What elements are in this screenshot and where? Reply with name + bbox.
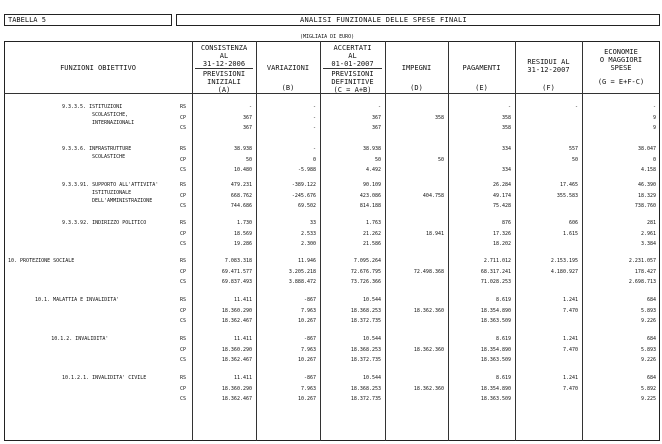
cell-value: 71.028.253: [480, 279, 511, 285]
row-code: CS: [180, 318, 187, 324]
cell-value: 606: [568, 220, 578, 226]
cell-value: 46.390: [637, 182, 656, 188]
cell-value: 404.758: [422, 192, 444, 199]
cell-value: 2.300: [300, 241, 316, 247]
cell-value: 5.893: [640, 307, 656, 314]
cell-value: 2.533: [300, 230, 316, 237]
header-sep: [195, 68, 253, 69]
cell-value: 8.619: [495, 297, 511, 303]
row-code: CP: [180, 307, 187, 314]
function-label: DELL'AMMINISTRAZIONE: [92, 198, 153, 204]
header-economie: ECONOMIE O MAGGIORI SPESE (G = E+F-C): [597, 48, 645, 86]
cell-value: -: [312, 114, 316, 121]
cell-value: 10.267: [297, 396, 316, 402]
cell-value: 2.698.713: [628, 279, 656, 285]
cell-value: 334: [501, 167, 511, 173]
cell-value: 367: [371, 114, 381, 121]
cell-value: -389.122: [291, 182, 316, 188]
cell-value: -5.988: [297, 167, 316, 173]
cell-value: 423.086: [359, 192, 381, 199]
row-code: CP: [180, 156, 187, 163]
cell-value: 50: [571, 156, 578, 163]
cell-value: 2.231.057: [628, 258, 656, 264]
cell-value: 3.384: [640, 241, 656, 247]
cell-value: 75.428: [492, 203, 511, 209]
function-label: SCOLASTICHE,: [92, 112, 129, 118]
cell-value: 1.730: [236, 220, 252, 226]
cell-value: -867: [303, 297, 316, 303]
cell-value: 18.368.253: [350, 385, 381, 392]
row-code: CS: [180, 167, 187, 173]
cell-value: 9: [652, 125, 656, 131]
cell-value: 18.354.890: [480, 385, 511, 392]
cell-value: 1.241: [562, 297, 578, 303]
header-accertati: ACCERTATI AL 01-01-2007: [331, 44, 374, 68]
cell-value: 684: [646, 375, 656, 381]
cell-value: 668.762: [230, 192, 252, 199]
row-code: CS: [180, 357, 187, 363]
cell-value: 73.726.366: [350, 279, 381, 285]
cell-value: 3.205.218: [288, 268, 316, 275]
cell-value: 11.411: [233, 336, 252, 342]
cell-value: 0: [652, 156, 656, 163]
cell-value: 4.158: [640, 167, 656, 173]
cell-value: 18.360.290: [221, 346, 252, 353]
cell-value: 18.372.735: [350, 318, 381, 324]
cell-value: 9.225: [640, 396, 656, 402]
function-label: 10.1.2. INVALIDITA': [51, 336, 109, 342]
cell-value: 10.480: [233, 167, 252, 173]
cell-value: 18.362.360: [413, 307, 444, 314]
row-code: CP: [180, 114, 187, 121]
col-divider: [515, 41, 516, 441]
function-label: 9.3.3.92. INDIRIZZO POLITICO: [62, 220, 147, 226]
cell-value: -867: [303, 375, 316, 381]
cell-value: 33: [309, 220, 316, 226]
header-consistenza: CONSISTENZA AL 31-12-2006: [200, 44, 248, 68]
cell-value: 11.946: [297, 258, 316, 264]
function-label: 9.3.3.91. SUPPORTO ALL'ATTIVITA': [62, 182, 159, 188]
cell-value: 3.888.472: [288, 279, 316, 285]
col-divider: [192, 41, 193, 441]
cell-value: 4.180.927: [550, 268, 578, 275]
cell-value: 10.544: [362, 336, 381, 342]
cell-value: 5.892: [640, 385, 656, 392]
cell-value: 7.083.318: [224, 258, 252, 264]
row-code: CP: [180, 385, 187, 392]
row-code: CP: [180, 192, 187, 199]
cell-value: 744.686: [230, 203, 252, 209]
cell-value: 684: [646, 336, 656, 342]
cell-value: 50: [374, 156, 381, 163]
cell-value: 21.586: [362, 241, 381, 247]
cell-value: 18.354.890: [480, 307, 511, 314]
cell-value: 10.544: [362, 375, 381, 381]
cell-value: 69.471.577: [221, 268, 252, 275]
cell-value: 7.095.264: [353, 258, 381, 264]
cell-value: 18.360.290: [221, 385, 252, 392]
cell-value: -: [248, 104, 252, 110]
cell-value: -867: [303, 336, 316, 342]
cell-value: 19.286: [233, 241, 252, 247]
cell-value: 18.362.467: [221, 357, 252, 363]
page-title: ANALISI FUNZIONALE DELLE SPESE FINALI: [300, 16, 468, 24]
cell-value: 2.153.195: [550, 258, 578, 264]
cell-value: 38.938: [233, 146, 252, 152]
cell-value: 2.961: [640, 230, 656, 237]
cell-value: 17.326: [492, 230, 511, 237]
cell-value: 1.241: [562, 336, 578, 342]
cell-value: 17.465: [559, 182, 578, 188]
row-code: CP: [180, 346, 187, 353]
row-code: RS: [180, 297, 187, 303]
cell-value: 5.893: [640, 346, 656, 353]
cell-value: 72.498.368: [413, 268, 444, 275]
cell-value: 7.963: [300, 346, 316, 353]
cell-value: 18.329: [637, 192, 656, 199]
cell-value: 18.360.290: [221, 307, 252, 314]
cell-value: 18.362.467: [221, 318, 252, 324]
row-code: RS: [180, 336, 187, 342]
cell-value: -: [377, 104, 381, 110]
header-sep: [323, 68, 382, 69]
row-code: CP: [180, 268, 187, 275]
cell-value: 1.763: [365, 220, 381, 226]
col-divider: [385, 41, 386, 441]
cell-value: 358: [501, 125, 511, 131]
cell-value: 2.711.012: [483, 258, 511, 264]
cell-value: 18.372.735: [350, 357, 381, 363]
cell-value: -: [574, 104, 578, 110]
cell-value: 8.619: [495, 336, 511, 342]
header-previsioni-iniziali: PREVISIONI INIZIALI (A): [202, 70, 246, 94]
cell-value: 18.363.509: [480, 318, 511, 324]
cell-value: 38.047: [637, 146, 656, 152]
row-code: CS: [180, 203, 187, 209]
cell-value: 684: [646, 297, 656, 303]
cell-value: 1.615: [562, 230, 578, 237]
cell-value: 49.174: [492, 192, 511, 199]
function-label: 10. PROTEZIONE SOCIALE: [8, 258, 75, 264]
row-code: CS: [180, 279, 187, 285]
cell-value: 876: [501, 220, 511, 226]
cell-value: 18.362.360: [413, 346, 444, 353]
unit-note: (MIGLIAIA DI EURO): [300, 34, 355, 40]
cell-value: 9.226: [640, 357, 656, 363]
cell-value: 334: [501, 146, 511, 152]
row-code: RS: [180, 375, 187, 381]
cell-value: 18.363.509: [480, 357, 511, 363]
cell-value: 10.267: [297, 357, 316, 363]
cell-value: 21.262: [362, 230, 381, 237]
cell-value: 72.676.795: [350, 268, 381, 275]
cell-value: 355.583: [556, 192, 578, 199]
col-divider: [448, 41, 449, 441]
cell-value: -: [312, 125, 316, 131]
cell-value: 69.502: [297, 203, 316, 209]
cell-value: -: [312, 104, 316, 110]
cell-value: 11.411: [233, 297, 252, 303]
cell-value: 69.837.493: [221, 279, 252, 285]
cell-value: 479.231: [230, 182, 252, 188]
cell-value: 557: [568, 146, 578, 152]
header-previsioni-definitive: PREVISIONI DEFINITIVE (C = A+B): [331, 70, 374, 94]
cell-value: 738.760: [634, 203, 656, 209]
row-code: CS: [180, 241, 187, 247]
cell-value: 814.188: [359, 203, 381, 209]
cell-value: 50: [437, 156, 444, 163]
cell-value: 18.372.735: [350, 396, 381, 402]
row-code: CS: [180, 396, 187, 402]
cell-value: -: [507, 104, 511, 110]
cell-value: 10.267: [297, 318, 316, 324]
cell-value: 7.963: [300, 307, 316, 314]
table-number: TABELLA 5: [8, 16, 46, 24]
function-label: ISTITUZIONALE: [92, 190, 132, 196]
cell-value: 367: [371, 125, 381, 131]
function-label: 10.1. MALATTIA E INVALIDITA': [35, 297, 120, 303]
cell-value: 10.544: [362, 297, 381, 303]
cell-value: 7.470: [562, 385, 578, 392]
cell-value: 11.411: [233, 375, 252, 381]
header-impegni: IMPEGNI (D): [401, 64, 432, 92]
cell-value: 90.109: [362, 182, 381, 188]
cell-value: 18.368.253: [350, 307, 381, 314]
function-label: INTERNAZIONALI: [92, 120, 135, 126]
cell-value: 68.317.241: [480, 268, 511, 275]
row-code: RS: [180, 104, 187, 110]
cell-value: 26.284: [492, 182, 511, 188]
header-pagamenti: PAGAMENTI (E): [462, 64, 501, 92]
col-divider: [582, 41, 583, 441]
cell-value: 7.470: [562, 307, 578, 314]
col-divider: [256, 41, 257, 441]
cell-value: 18.363.509: [480, 396, 511, 402]
cell-value: 358: [434, 114, 444, 121]
cell-value: 178.427: [634, 268, 656, 275]
header-funzioni: FUNZIONI OBIETTIVO: [60, 64, 136, 72]
row-code: CS: [180, 125, 187, 131]
cell-value: 18.202: [492, 241, 511, 247]
cell-value: 8.619: [495, 375, 511, 381]
row-code: RS: [180, 182, 187, 188]
cell-value: 7.470: [562, 346, 578, 353]
row-code: RS: [180, 258, 187, 264]
cell-value: 18.368.253: [350, 346, 381, 353]
cell-value: 0: [312, 156, 316, 163]
cell-value: 367: [242, 114, 252, 121]
cell-value: 281: [646, 220, 656, 226]
cell-value: 50: [245, 156, 252, 163]
cell-value: 358: [501, 114, 511, 121]
cell-value: 9.226: [640, 318, 656, 324]
cell-value: 18.941: [425, 230, 444, 237]
header-variazioni: VARIAZIONI (B): [266, 64, 310, 92]
cell-value: 18.362.360: [413, 385, 444, 392]
row-code: RS: [180, 220, 187, 226]
function-label: 9.3.3.6. INFRASTRUTTURE: [62, 146, 132, 152]
cell-value: 18.354.890: [480, 346, 511, 353]
cell-value: 367: [242, 125, 252, 131]
cell-value: -: [312, 146, 316, 152]
row-code: RS: [180, 146, 187, 152]
cell-value: 18.569: [233, 230, 252, 237]
cell-value: -245.676: [291, 192, 316, 199]
cell-value: 9: [652, 114, 656, 121]
function-label: 9.3.3.5. ISTITUZIONI: [62, 104, 123, 110]
cell-value: 7.963: [300, 385, 316, 392]
row-code: CP: [180, 230, 187, 237]
cell-value: 18.362.467: [221, 396, 252, 402]
function-label: 10.1.2.1. INVALIDITA' CIVILE: [62, 375, 147, 381]
cell-value: -: [652, 104, 656, 110]
cell-value: 1.241: [562, 375, 578, 381]
cell-value: 4.492: [365, 167, 381, 173]
col-divider: [320, 41, 321, 441]
header-residui: RESIDUI AL 31-12-2007 (F): [527, 58, 570, 92]
cell-value: 38.938: [362, 146, 381, 152]
function-label: SCOLASTICHE: [92, 154, 126, 160]
